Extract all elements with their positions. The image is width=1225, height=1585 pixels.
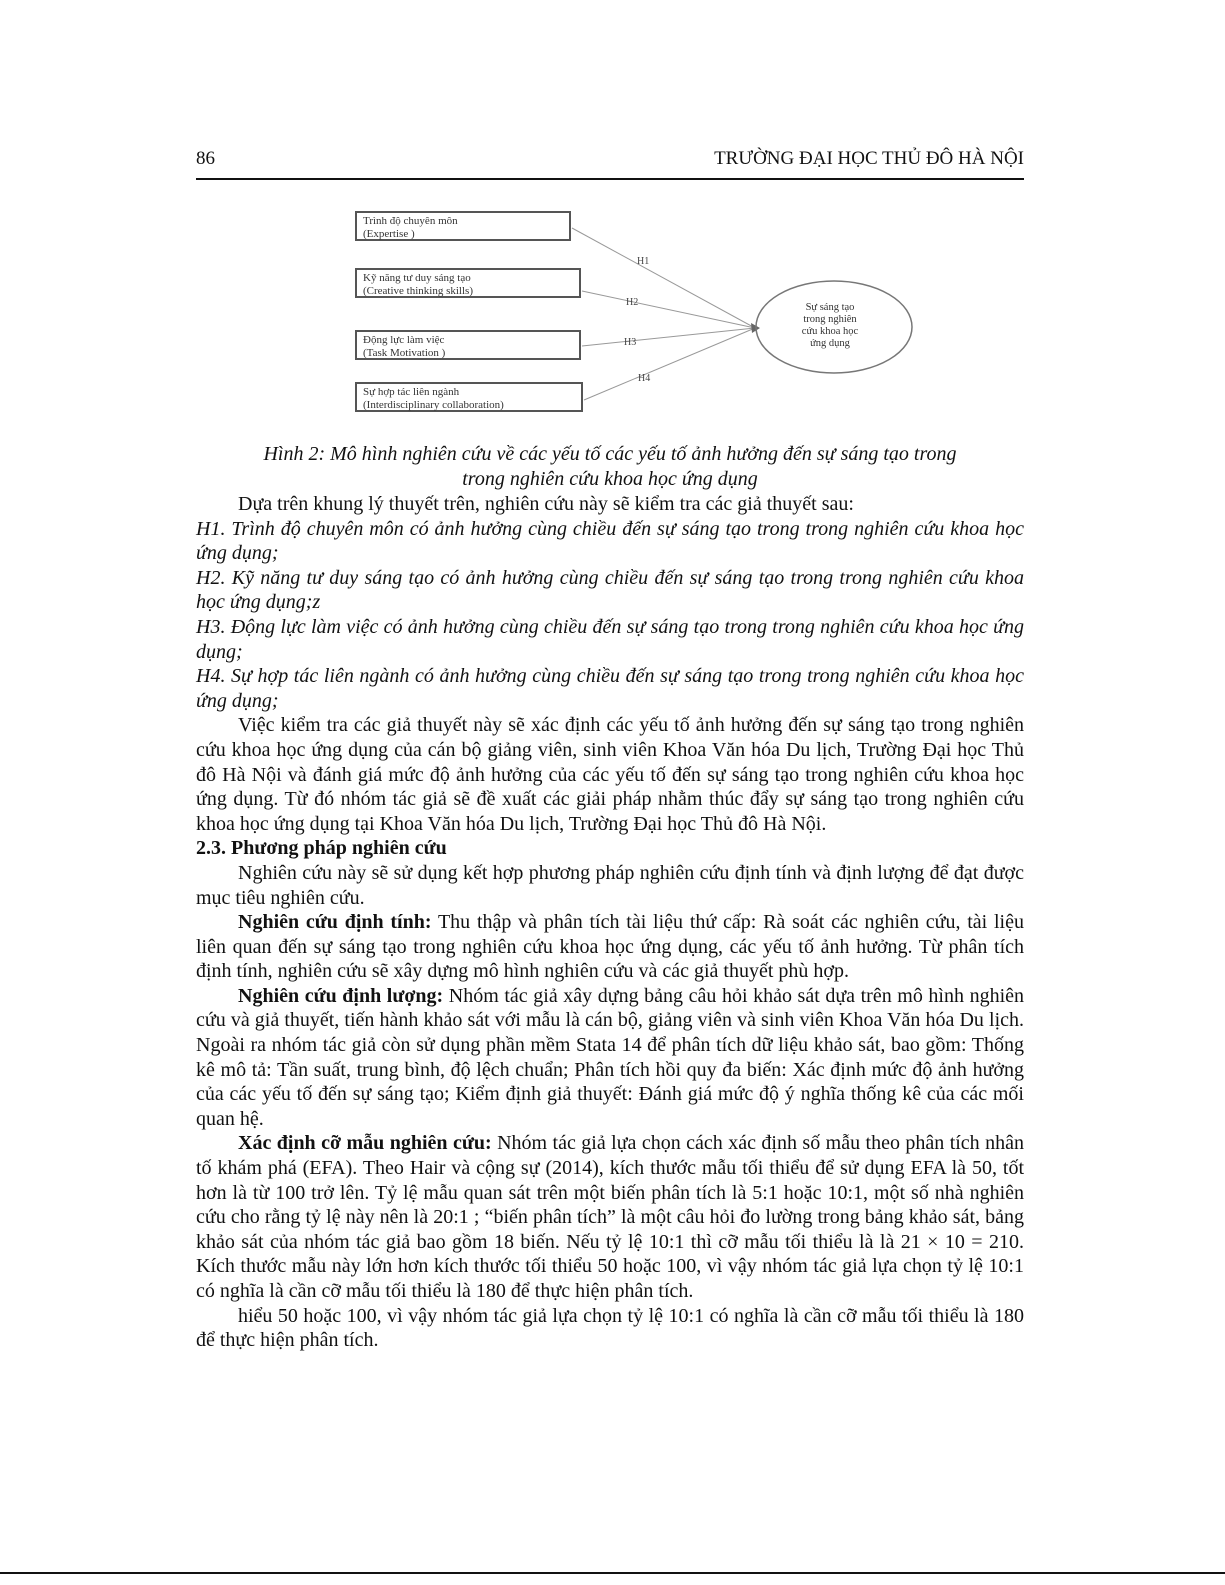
sample-size-label: Xác định cỡ mẫu nghiên cứu: [238, 1132, 492, 1155]
hypothesis-label-h3: H3 [624, 337, 637, 348]
factor-box-task-motivation: Động lực làm việc (Task Motivation ) [355, 330, 581, 360]
connector-h3 [582, 328, 755, 346]
factor-box-interdisciplinary: Sự hợp tác liên ngành (Interdisciplinary collaboration) [355, 382, 583, 412]
hypothesis-h1: H1. Trình độ chuyên môn có ảnh hưởng cùng chiều đến sự sáng tạo trong trong nghiên cứu khoa học ứng dụng; [196, 517, 1024, 565]
qualitative-label: Nghiên cứu định tính: [238, 911, 432, 934]
paragraph-qualitative: Nghiên cứu định tính: Thu thập và phân tích tài liệu thứ cấp: Rà soát các nghiên cứu, tài liệu liên quan đến sự sáng tạo trong nghiên cứu khoa học ứng dụng, các yếu tố ảnh hưởng. Từ phân tích định tính, nghiên cứu sẽ xây dựng mô hình nghiên cứu và các giả thuyết phù hợp. [196, 911, 1024, 983]
outcome-label: Sự sáng tạo trong nghiên cứu khoa học ứng dụng [801, 302, 859, 349]
figure-caption: Hình 2: Mô hình nghiên cứu về các yếu tố các yếu tố ảnh hưởng đến sự sáng tạo trong trong nghiên cứu khoa học ứng dụng [263, 443, 957, 490]
article-body [196, 492, 1024, 1353]
section-heading: 2.3. Phương pháp nghiên cứu [196, 837, 447, 860]
intro-paragraph: Dựa trên khung lý thuyết trên, nghiên cứu này sẽ kiểm tra các giả thuyết sau: [238, 493, 854, 515]
journal-title: TRƯỜNG ĐẠI HỌC THỦ ĐÔ HÀ NỘI [714, 148, 1024, 169]
factor-box-expertise: Trình độ chuyên môn (Expertise ) [355, 211, 571, 241]
paragraph-quantitative: Nghiên cứu định lượng: Nhóm tác giả xây dựng bảng câu hỏi khảo sát dựa trên mô hình nghiên cứu và giả thuyết, tiến hành khảo sát với mẫu là cán bộ, giảng viên và sinh viên Khoa Văn hóa Du lịch. Ngoài ra nhóm tác giả còn sử dụng phần mềm Stata 14 để phân tích dữ liệu khảo sát, bao gồm: Thống kê mô tả: Tần suất, trung bình, độ lệch chuẩn; Phân tích hồi quy đa biến: Xác định mức độ ảnh hưởng của các yếu tố đến sự sáng tạo; Kiểm định giả thuyết: Đánh giá mức độ ý nghĩa thống kê của các mối quan hệ. [196, 984, 1025, 1130]
hypothesis-h4: H4. Sự hợp tác liên ngành có ảnh hưởng cùng chiều đến sự sáng tạo trong trong nghiên cứu khoa học ứng dụng; [196, 665, 1024, 712]
page-number: 86 [196, 148, 215, 169]
quantitative-label: Nghiên cứu định lượng: [238, 984, 444, 1007]
factor-box-creative-thinking: Kỹ năng tư duy sáng tạo (Creative thinking skills) [355, 268, 581, 298]
hypothesis-label-h1: H1 [637, 256, 650, 267]
paragraph-sample-size: Xác định cỡ mẫu nghiên cứu: Nhóm tác giả lựa chọn cách xác định số mẫu theo phân tích nhân tố khám phá (EFA). Theo Hair và cộng sự (2014), kích thước mẫu tối thiểu để sử dụng EFA là 50, tốt hơn là từ 100 trở lên. Tỷ lệ mẫu quan sát trên một biến phân tích là 5:1 hoặc 10:1, một số nhà nghiên cứu cho rằng tỷ lệ này nên là 20:1 ; “biến phân tích” là một câu hỏi đo lường trong bảng khảo sát, bảng khảo sát của nhóm tác giả bao gồm 18 biến. Nếu tỷ lệ 10:1 thì cỡ mẫu tối thiểu là là 21 × 10 = 210. Kích thước mẫu này lớn hơn kích thước tối thiểu 50 hoặc 100, vì vậy nhóm tác giả lựa chọn tỷ lệ 10:1 có nghĩa là cần cỡ mẫu tối thiểu là 180 để thực hiện phân tích. [196, 1132, 1024, 1302]
connector-h4 [584, 328, 755, 400]
paragraph-hypothesis-testing: Việc kiểm tra các giả thuyết này sẽ xác định các yếu tố ảnh hưởng đến sự sáng tạo trong nghiên cứu khoa học ứng dụng của cán bộ giảng viên, sinh viên Khoa Văn hóa Du lịch, Trường Đại học Thủ đô Hà Nội và đánh giá mức độ ảnh hưởng của các yếu tố đến sự sáng tạo trong nghiên cứu khoa học ứng dụng. Từ đó nhóm tác giả sẽ đề xuất các giải pháp nhằm thúc đẩy sự sáng tạo trong nghiên cứu khoa học ứng dụng tại Khoa Văn hóa Du lịch, Trường Đại học Thủ đô Hà Nội. [196, 714, 1024, 835]
connector-h1 [572, 228, 755, 328]
paragraph-methods-intro: Nghiên cứu này sẽ sử dụng kết hợp phương pháp nghiên cứu định tính và định lượng để đạt được mục tiêu nghiên cứu. [196, 861, 1024, 909]
page-header [196, 148, 1024, 180]
hypothesis-label-h4: H4 [638, 373, 651, 384]
research-model-diagram [350, 206, 925, 426]
paragraph-repeated-fragment: hiểu 50 hoặc 100, vì vậy nhóm tác giả lựa chọn tỷ lệ 10:1 có nghĩa là cần cỡ mẫu tối thiểu là 180 để thực hiện phân tích. [196, 1304, 1024, 1352]
bottom-rule [0, 1572, 1225, 1574]
connector-h2 [582, 291, 755, 328]
hypothesis-h2: H2. Kỹ năng tư duy sáng tạo có ảnh hưởng cùng chiều đến sự sáng tạo trong trong nghiên cứu khoa học ứng dụng;z [196, 566, 1024, 614]
hypothesis-h3: H3. Động lực làm việc có ảnh hưởng cùng chiều đến sự sáng tạo trong trong nghiên cứu khoa học ứng dụng; [196, 615, 1024, 663]
hypothesis-label-h2: H2 [626, 297, 639, 308]
